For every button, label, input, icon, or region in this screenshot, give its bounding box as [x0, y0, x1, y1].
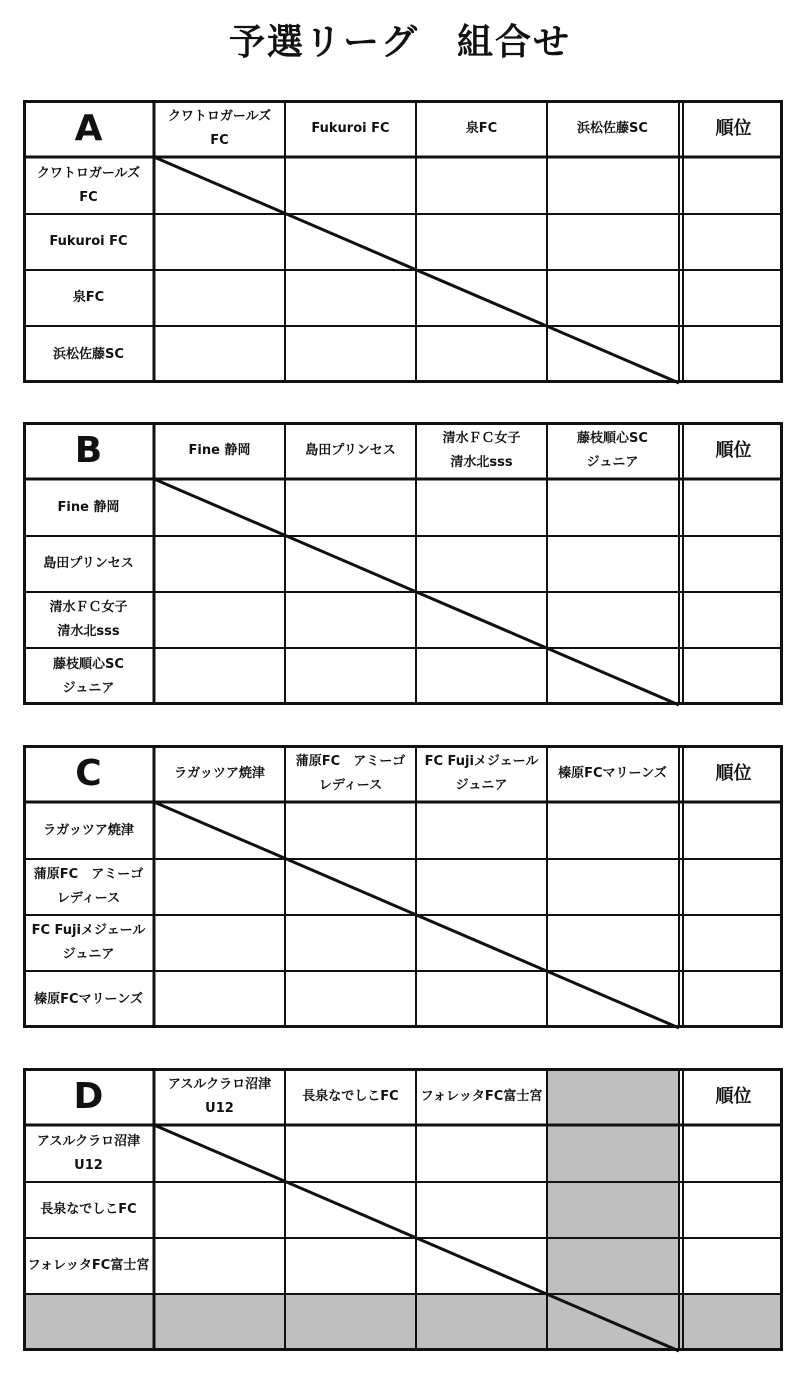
column-header-team: FC Fujiメジェール ジュニア	[424, 753, 539, 793]
column-header-team: 浜松佐藤SC	[577, 120, 648, 136]
league-letter: C	[75, 752, 102, 794]
empty-slot-row	[23, 1294, 783, 1351]
rank-header: 順位	[715, 1085, 752, 1107]
row-header-team: 浜松佐藤SC	[53, 346, 124, 362]
row-header-team: Fukuroi FC	[49, 234, 128, 249]
league-b-table	[23, 422, 783, 705]
page-title: 予選リーグ 組合せ	[228, 22, 571, 63]
row-header-team: 島田プリンセス	[43, 556, 134, 571]
column-header-team: 榛原FCマリーンズ	[558, 765, 667, 781]
column-header-team: ラガッツア焼津	[174, 765, 265, 781]
row-header-team: 清水ＦＣ女子 清水北sss	[49, 600, 128, 639]
column-header-team: Fine 静岡	[188, 442, 251, 458]
row-header-team: 蒲原FC アミーゴ レディース	[33, 867, 144, 906]
league-letter: D	[73, 1075, 104, 1117]
row-header-team: ラガッツア焼津	[43, 822, 134, 838]
column-header-team: 泉FC	[465, 120, 498, 136]
column-header-team: 清水ＦＣ女子 清水北sss	[442, 430, 521, 470]
row-header-team: 泉FC	[72, 290, 105, 305]
league-letter: A	[74, 107, 103, 149]
row-header-team: 榛原FCマリーンズ	[34, 991, 143, 1007]
column-header-team: 島田プリンセス	[305, 442, 396, 458]
row-header-team: FC Fujiメジェール ジュニア	[31, 923, 146, 962]
league-d-table	[23, 1068, 783, 1351]
league-c-table	[23, 745, 783, 1028]
column-header-team: Fukuroi FC	[311, 120, 390, 136]
column-header-team: 蒲原FC アミーゴ レディース	[295, 753, 406, 793]
column-header-team: フォレッタFC富士宮	[420, 1088, 543, 1104]
rank-header: 順位	[715, 762, 752, 784]
row-header-team: 長泉なでしこFC	[40, 1202, 137, 1217]
row-header-team: アスルクラロ沼津 U12	[36, 1133, 141, 1173]
column-header-team: 藤枝順心SC ジュニア	[577, 430, 648, 470]
rank-header: 順位	[715, 439, 752, 461]
row-header-team: フォレッタFC富士宮	[27, 1258, 150, 1273]
row-header-team: クワトロガールズ FC	[36, 165, 141, 205]
row-header-team: 藤枝順心SC ジュニア	[53, 656, 124, 696]
rank-header: 順位	[715, 117, 752, 139]
column-header-team: 長泉なでしこFC	[302, 1088, 399, 1104]
league-a-table	[23, 100, 783, 383]
column-header-team: クワトロガールズ FC	[167, 108, 272, 148]
league-letter: B	[74, 429, 103, 471]
column-header-team: アスルクラロ沼津 U12	[167, 1076, 272, 1116]
row-header-team: Fine 静岡	[57, 499, 120, 515]
